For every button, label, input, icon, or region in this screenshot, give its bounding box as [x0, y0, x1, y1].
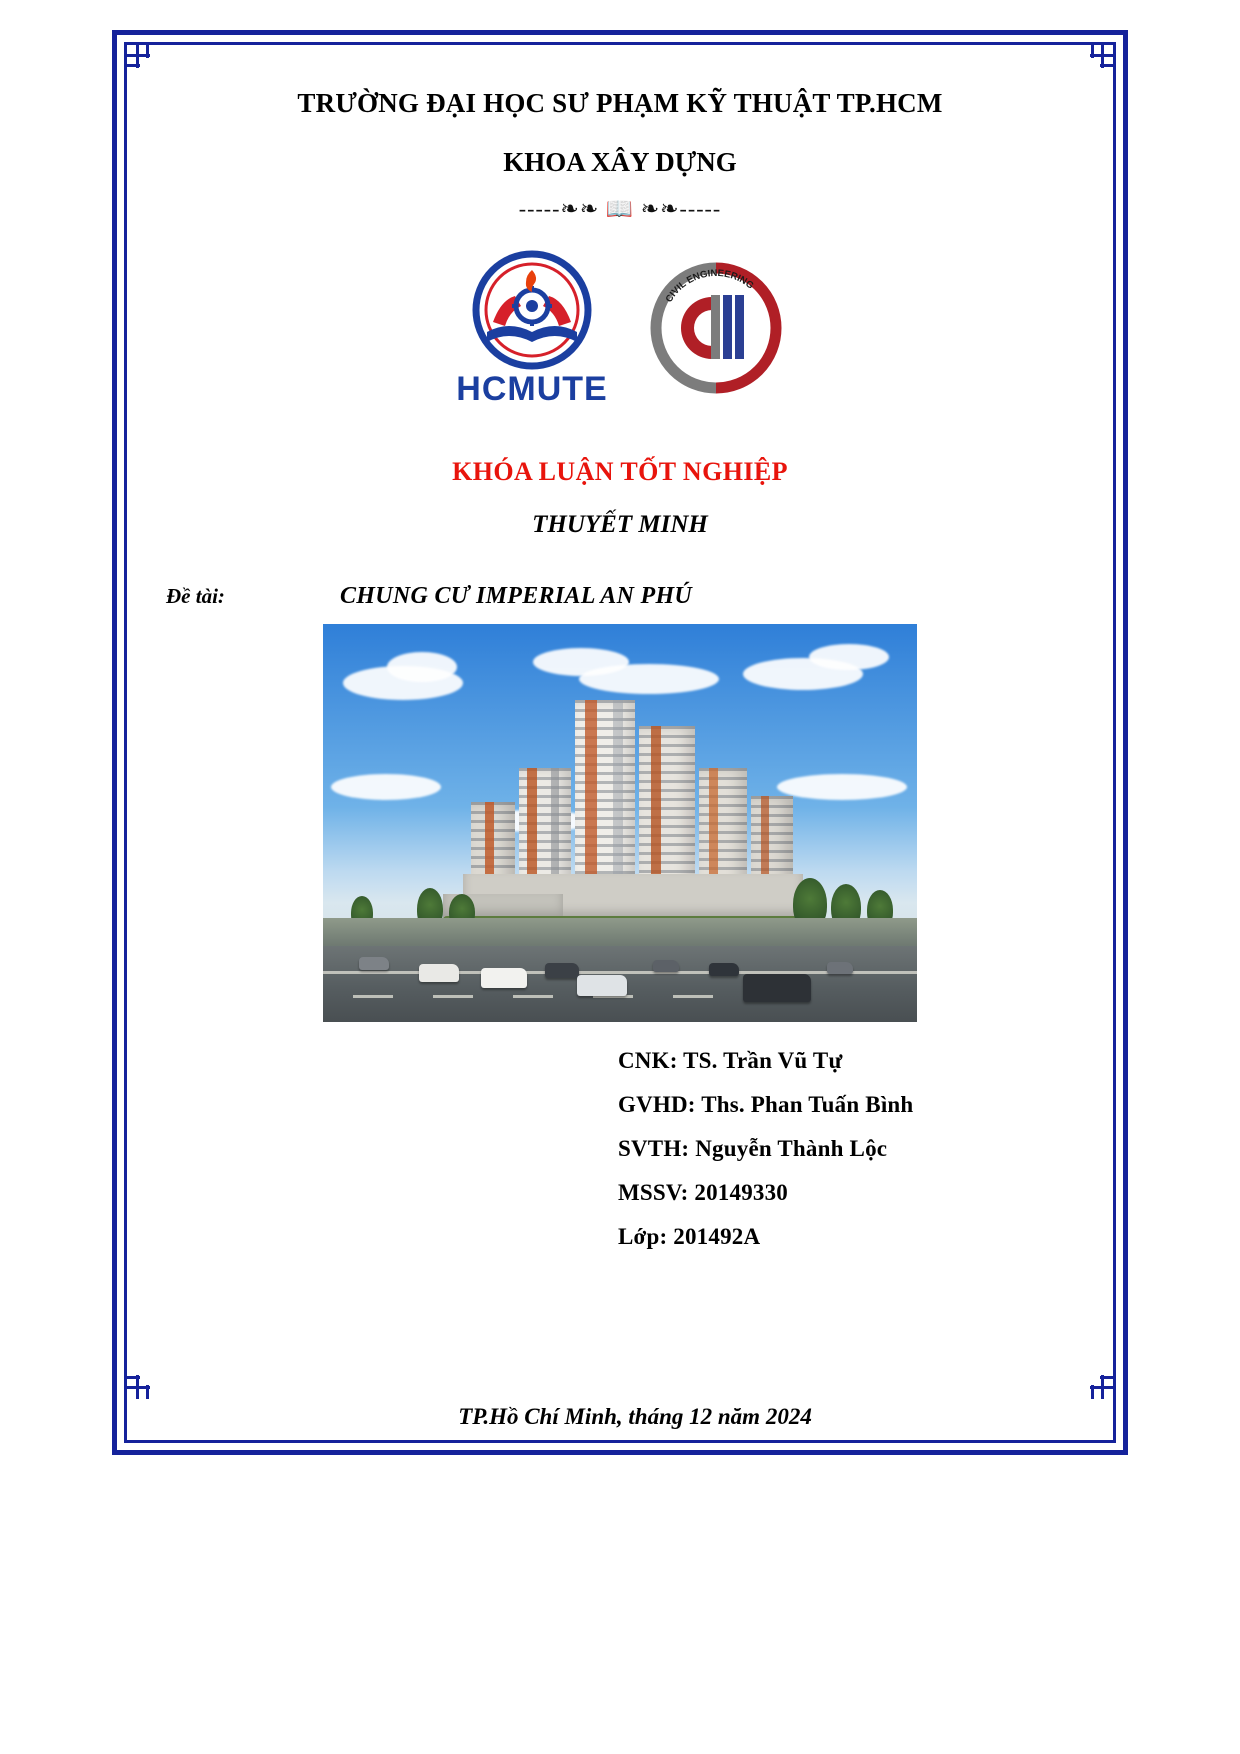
info-mssv: MSSV: 20149330: [618, 1180, 788, 1205]
place-and-date: TP.Hồ Chí Minh, tháng 12 năm 2024: [458, 1404, 812, 1429]
topic-row: [150, 583, 1090, 610]
university-name: TRƯỜNG ĐẠI HỌC SƯ PHẠM KỸ THUẬT TP.HCM: [297, 88, 943, 118]
hcmute-wordmark: HCMUTE: [457, 370, 607, 408]
hcmute-logo: [457, 248, 607, 413]
thesis-title: KHÓA LUẬN TỐT NGHIỆP: [452, 457, 788, 486]
supervisor-student-info: [150, 1048, 1090, 1250]
topic-label: Đề tài:: [166, 584, 225, 608]
logo-row: [150, 248, 1090, 413]
info-cnk: CNK: TS. Trần Vũ Tự: [618, 1048, 843, 1073]
thesis-subtitle: THUYẾT MINH: [532, 511, 708, 538]
civil-engineering-wordmark: CIVIL ENGINEERING: [663, 267, 756, 305]
info-lop: Lớp: 201492A: [618, 1224, 761, 1249]
ornament-divider: -----❧❧ 📖 ❧❧-----: [518, 196, 722, 221]
info-gvhd: GVHD: Ths. Phan Tuấn Bình: [618, 1092, 914, 1117]
civil-engineering-logo: [649, 261, 783, 400]
cover-building-image: [323, 624, 917, 1022]
info-svth: SVTH: Nguyễn Thành Lộc: [618, 1136, 888, 1161]
faculty-name: KHOA XÂY DỰNG: [503, 147, 737, 177]
topic-value: CHUNG CƯ IMPERIAL AN PHÚ: [340, 583, 693, 609]
cover-content: [150, 70, 1090, 1430]
